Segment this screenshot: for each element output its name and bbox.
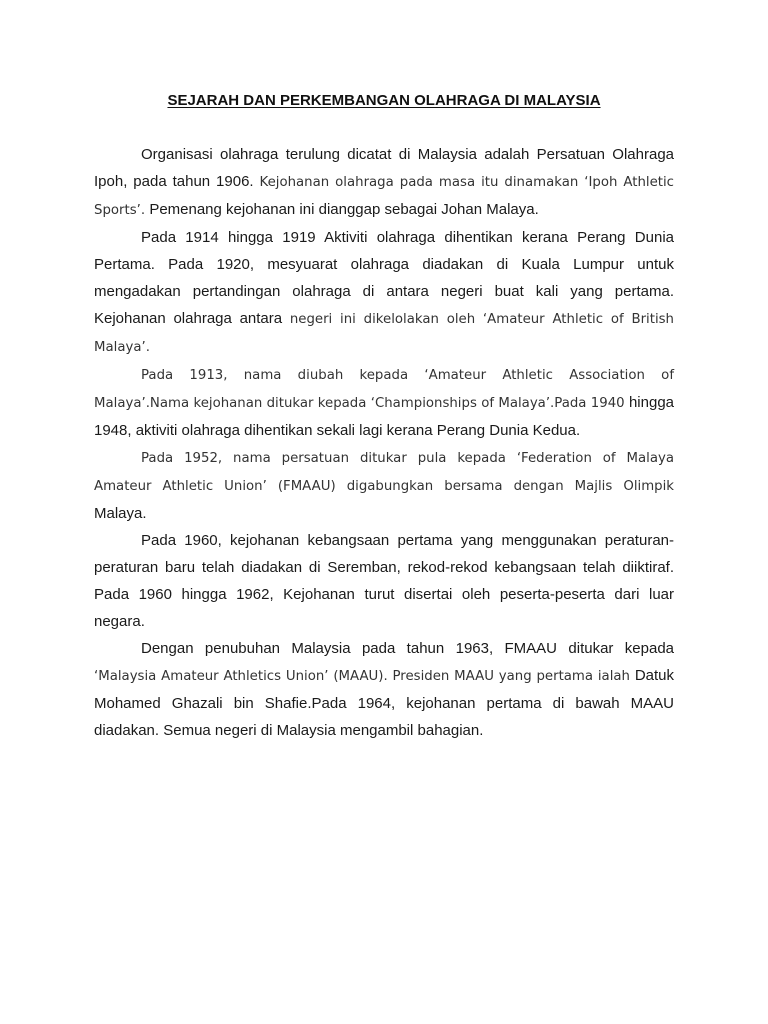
document-body (94, 141, 674, 744)
text-run: Pemenang kejohanan ini dianggap sebagai Johan Malaya. (149, 201, 539, 218)
document-title: SEJARAH DAN PERKEMBANGAN OLAHRAGA DI MALAYSIA (167, 92, 601, 109)
paragraph-1 (94, 141, 674, 224)
text-run: Pada 1914 hingga 1919 Aktiviti olahraga dihentikan kerana Perang Dunia Pertama. Pada 1920, mesyuarat olahraga diadakan di Kuala Lumpur untuk mengadakan pertandingan olahraga di antara negeri buat kali yang pertama. Kejohanan olahraga antara (94, 229, 674, 327)
text-run: Pada 1960, kejohanan kebangsaan pertama yang menggunakan peraturan-peraturan baru telah diadakan di Seremban, rekod-rekod kebangsaan telah diiktiraf. Pada 1960 hingga 1962, Kejohanan turut disertai oleh peserta-peserta dari luar negara. (94, 532, 674, 630)
text-run: ‘Malaysia Amateur Athletics Union’ (MAAU). Presiden MAAU yang pertama ialah (94, 669, 635, 684)
paragraph-6 (94, 635, 674, 744)
text-run: Organisasi olahraga terulung dicatat di Malaysia adalah Persatuan Olahraga Ipoh, pada tahun 1906. (94, 146, 674, 190)
text-run: negeri ini dikelolakan oleh ‘Amateur Athletic of British Malaya’. (94, 312, 674, 355)
text-run: Pada 1952, nama persatuan ditukar pula kepada ‘Federation of Malaya Amateur Athletic Union’ (FMAAU) digabungkan bersama dengan Majlis Olimpik (94, 451, 674, 494)
text-run: Malaya. (94, 505, 147, 522)
text-run: Dengan penubuhan Malaysia pada tahun 1963, FMAAU ditukar kepada (141, 640, 674, 657)
text-run: Pada 1913, nama diubah kepada ‘Amateur Athletic Association of Malaya’.Nama kejohanan ditukar kepada ‘Championships of Malaya’.Pada 1940 (94, 368, 674, 411)
text-run: Datuk Mohamed Ghazali bin Shafie.Pada 1964, kejohanan pertama di bawah MAAU diadakan. Semua negeri di Malaysia mengambil bahagian. (94, 667, 674, 739)
paragraph-2 (94, 224, 674, 361)
text-run: Kejohanan olahraga pada masa itu dinamakan ‘Ipoh Athletic Sports’. (94, 175, 674, 218)
paragraph-5 (94, 527, 674, 635)
paragraph-3 (94, 361, 674, 444)
paragraph-4 (94, 444, 674, 527)
text-run: hingga 1948, aktiviti olahraga dihentikan sekali lagi kerana Perang Dunia Kedua. (94, 394, 674, 439)
